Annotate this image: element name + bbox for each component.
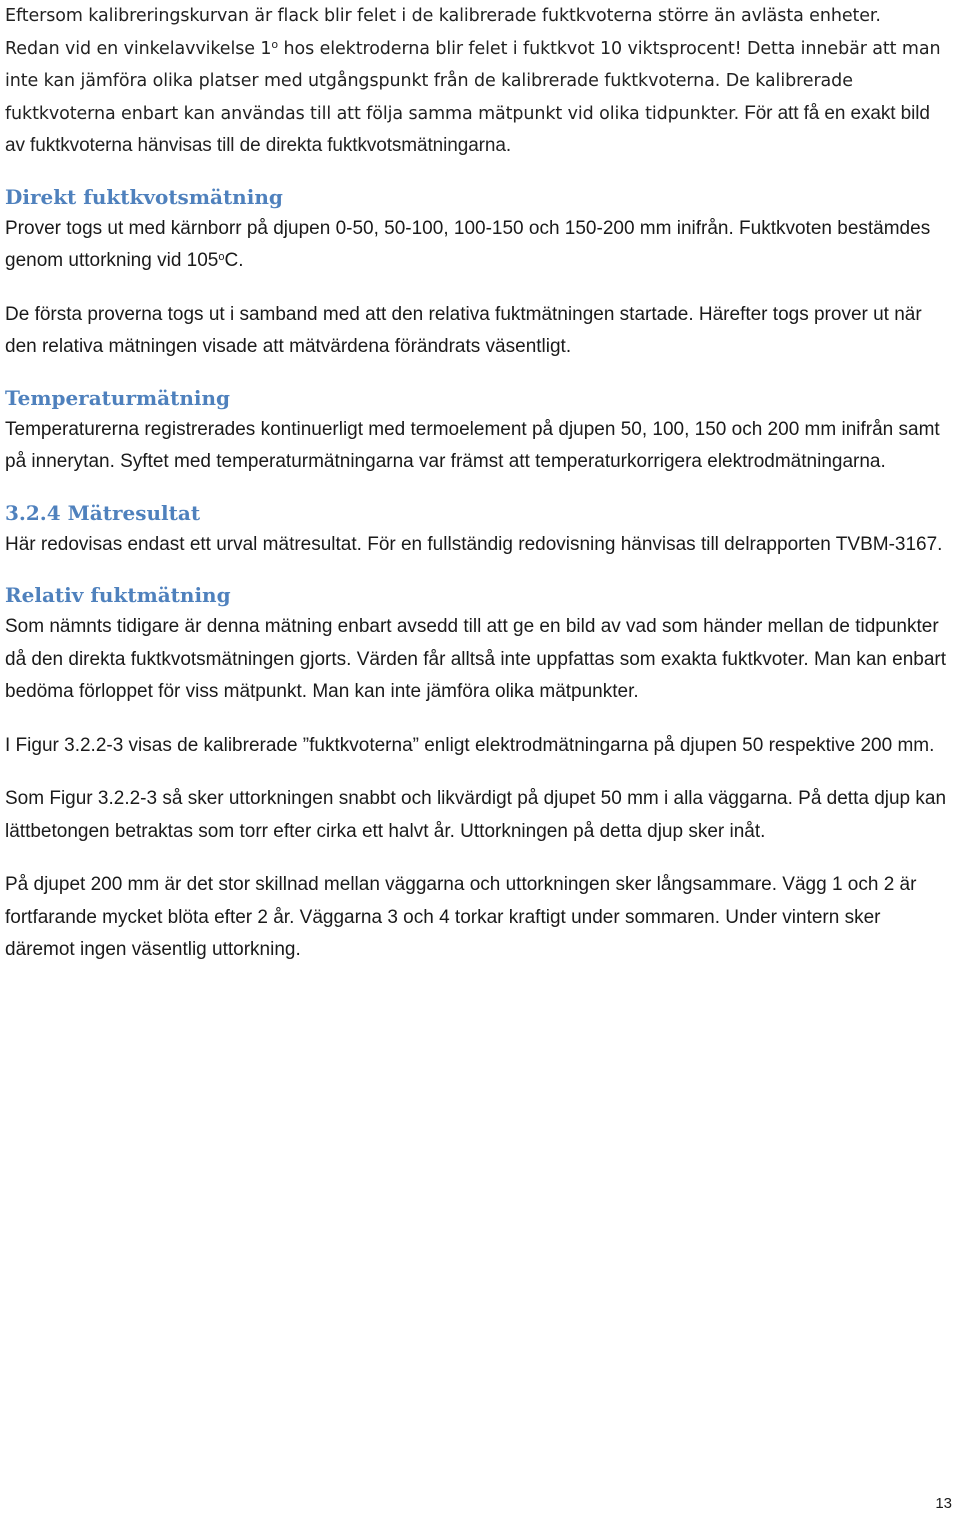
intro-text-b: hos elektroderna blir felet i fuktkvot 10 viktsprocent! Detta innebär att man inte kan jämföra olika platser med utgångspunkt från de kalibrerade fuktkvoterna. De kalibrerade fuktkvoterna enbart kan användas till att följa samma mätpunkt vid olika tidpunkter.	[5, 38, 941, 124]
relativ-paragraph-2: I Figur 3.2.2-3 visas de kalibrerade ”fuktkvoterna” enligt elektrodmätningarna på djupen 50 respektive 200 mm.	[5, 734, 935, 756]
direkt-paragraph-1	[5, 213, 953, 278]
degree-superscript: o	[218, 251, 225, 263]
intro-paragraph	[5, 0, 953, 163]
intro-text-a: Redan vid en vinkelavvikelse 1	[5, 38, 272, 59]
temperatur-paragraph: Temperaturerna registrerades kontinuerligt med termoelement på djupen 50, 100, 150 och 200 mm inifrån samt på innerytan. Syftet med temperaturmätningarna var främst att temperaturkorrigera elektrodmätningarna.	[5, 418, 940, 472]
direkt-text-b: C.	[224, 250, 244, 271]
heading-relativ-fuktmatning: Relativ fuktmätning	[5, 583, 231, 607]
degree-superscript: o	[271, 37, 279, 51]
matresultat-paragraph: Här redovisas endast ett urval mätresultat. För en fullständig redovisning hänvisas till delrapporten TVBM-3167.	[5, 533, 943, 555]
document-page	[5, 0, 953, 967]
heading-matresultat: 3.2.4 Mätresultat	[5, 500, 201, 525]
page-number: 13	[935, 1495, 952, 1512]
direkt-paragraph-2: De första proverna togs ut i samband med att den relativa fuktmätningen startade. Härefter togs prover ut när den relativa mätningen visade att mätvärdena förändrats väsentligt.	[5, 303, 922, 357]
relativ-paragraph-1: Som nämnts tidigare är denna mätning enbart avsedd till att ge en bild av vad som händer mellan de tidpunkter då den direkta fuktkvotsmätningen gjorts. Värden får alltså inte uppfattas som exakta fuktkvoter. Man kan enbart bedöma förloppet för viss mätpunkt. Man kan inte jämföra olika mätpunkter.	[5, 616, 947, 702]
relativ-paragraph-4: På djupet 200 mm är det stor skillnad mellan väggarna och uttorkningen sker långsammare. Vägg 1 och 2 är fortfarande mycket blöta efter 2 år. Väggarna 3 och 4 torkar kraftigt under sommaren. Under vintern sker däremot ingen väsentlig uttorkning.	[5, 874, 917, 960]
heading-direkt-fuktkvotsmatning: Direkt fuktkvotsmätning	[5, 184, 283, 209]
relativ-paragraph-3: Som Figur 3.2.2-3 så sker uttorkningen snabbt och likvärdigt på djupet 50 mm i alla väggarna. På detta djup kan lättbetongen betraktas som torr efter cirka ett halvt år. Uttorkningen på detta djup sker inåt.	[5, 788, 947, 842]
heading-temperaturmatning: Temperaturmätning	[5, 385, 231, 410]
intro-line-1: Eftersom kalibreringskurvan är flack blir felet i de kalibrerade fuktkvoterna större än avlästa enheter.	[5, 6, 881, 26]
direkt-text-a: Prover togs ut med kärnborr på djupen 0-50, 50-100, 100-150 och 150-200 mm inifrån. Fuktkvoten bestämdes genom uttorkning vid 105	[5, 217, 931, 271]
intro-text-c: För att få en exakt bild av fuktkvoterna hänvisas till de direkta fuktkvotsmätningarna.	[5, 102, 930, 156]
